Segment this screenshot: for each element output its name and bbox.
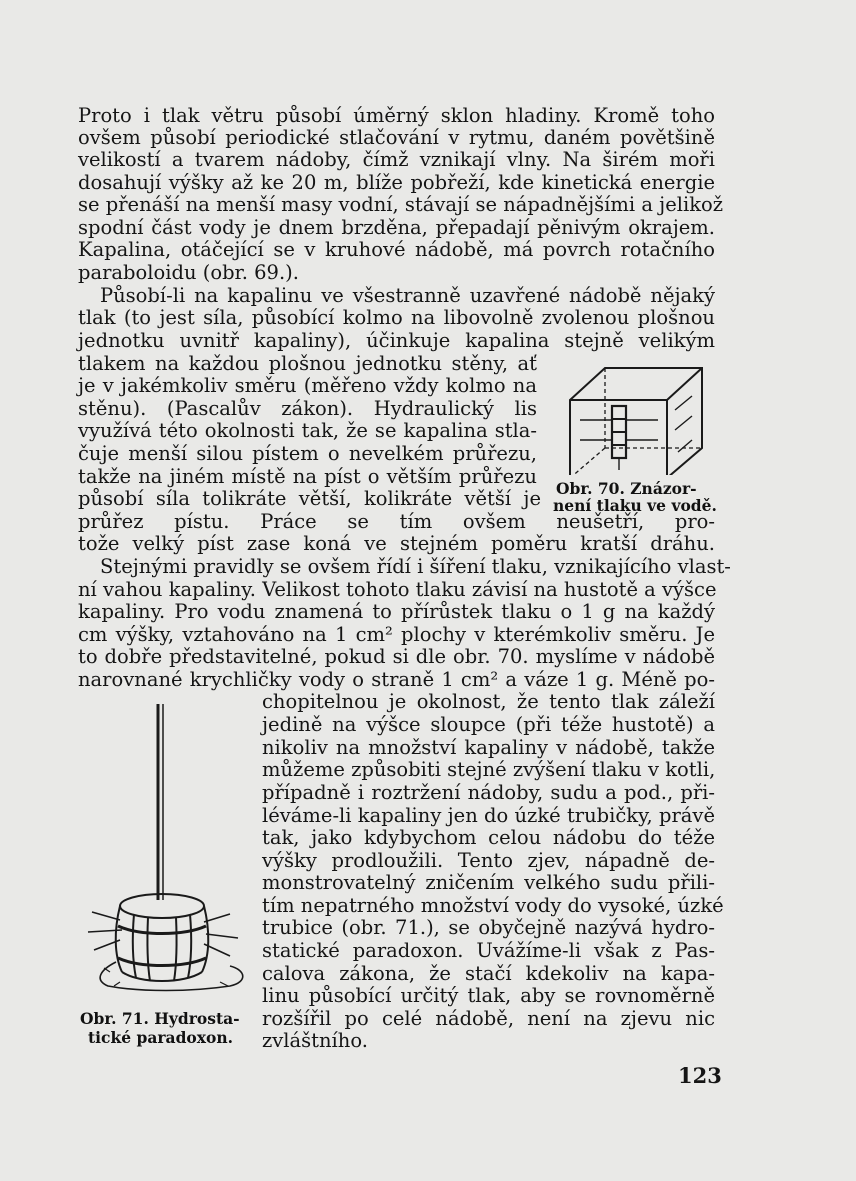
text-line: nikoliv na množství kapaliny v nádobě, takže — [262, 736, 715, 759]
text-line: ovšem působí periodické stlačování v rytmu, daném povětšině — [78, 126, 715, 149]
figure-71-illustration — [80, 700, 255, 1000]
text-line: kapaliny. Pro vodu znamená to přírůstek tlaku o 1 g na každý — [78, 600, 715, 623]
text-line: tak, jako kdybychom celou nádobu do téže — [262, 826, 715, 849]
text-line: velikostí a tvarem nádoby, čímž vznikají vlny. Na širém moři — [78, 148, 715, 171]
figure-71-caption-line1: Obr. 71. Hydrosta- — [80, 1009, 240, 1028]
text-line: trubice (obr. 71.), se obyčejně nazývá hydro- — [262, 916, 715, 939]
text-line: rozšířil po celé nádobě, není na zjevu nic — [262, 1007, 715, 1030]
text-line: Působí-li na kapalinu ve všestranně uzavřené nádobě nějaký — [100, 284, 715, 307]
text-line: narovnané krychličky vody o straně 1 cm² a váze 1 g. Méně po- — [78, 668, 715, 691]
text-line: Stejnými pravidly se ovšem řídí i šíření tlaku, vznikajícího vlast- — [100, 555, 731, 578]
text-line: linu působící určitý tlak, aby se rovnoměrně — [262, 984, 715, 1007]
text-line: Proto i tlak větru působí úměrný sklon hladiny. Kromě toho — [78, 104, 715, 127]
text-line: ní vahou kapaliny. Velikost tohoto tlaku závisí na hustotě a výšce — [78, 578, 717, 601]
text-line: takže na jiném místě na píst o větším průřezu — [78, 465, 537, 488]
text-line: chopitelnou je okolnost, že tento tlak záleží — [262, 690, 715, 713]
text-line: stěnu). (Pascalův zákon). Hydraulický lis — [78, 397, 537, 420]
page-number: 123 — [678, 1063, 722, 1088]
text-line: statické paradoxon. Uvážíme-li však z Pas- — [262, 939, 715, 962]
text-line: využívá této okolnosti tak, že se kapalina stla- — [78, 419, 537, 442]
text-line: výšky prodloužili. Tento zjev, nápadně de- — [262, 849, 715, 872]
text-line: je v jakémkoliv směru (měřeno vždy kolmo na — [78, 374, 537, 397]
text-line: případně i roztržení nádoby, sudu a pod., při- — [262, 781, 715, 804]
text-line: Kapalina, otáčející se v kruhové nádobě, má povrch rotačního — [78, 238, 715, 261]
text-line: tím nepatrného množství vody do vysoké, úzké — [262, 894, 724, 917]
text-line: paraboloidu (obr. 69.). — [78, 261, 299, 284]
text-line: působí síla tolikráte větší, kolikráte větší je — [78, 487, 541, 510]
text-line: se přenáší na menší masy vodní, stávají se nápadnějšími a jelikož — [78, 193, 724, 216]
text-line: jedině na výšce sloupce (při téže hustotě) a — [262, 713, 715, 736]
text-line: zvláštního. — [262, 1029, 368, 1052]
text-line: cm výšky, vztahováno na 1 cm² plochy v kterémkoliv směru. Je — [78, 623, 715, 646]
figure-70-caption-line1: Obr. 70. Znázor- — [556, 479, 697, 498]
text-line: tlakem na každou plošnou jednotku stěny, ať — [78, 352, 537, 375]
figure-71-caption-line2: tické paradoxon. — [88, 1028, 233, 1047]
text-line: tože velký píst zase koná ve stejném poměru kratší dráhu. — [78, 532, 715, 555]
text-line: léváme-li kapaliny jen do úzké trubičky, právě — [262, 804, 715, 827]
text-line: calova zákona, že stačí kdekoliv na kapa- — [262, 962, 715, 985]
text-line: tlak (to jest síla, působící kolmo na libovolně zvolenou plošnou — [78, 306, 715, 329]
figure-70-illustration — [560, 360, 710, 475]
text-line: průřez pístu. Práce se tím ovšem neušetří, pro- — [78, 510, 715, 533]
text-line: jednotku uvnitř kapaliny), účinkuje kapalina stejně velikým — [78, 329, 715, 352]
text-line: spodní část vody je dnem brzděna, přepadají pěnivým okrajem. — [78, 216, 715, 239]
text-line: to dobře představitelné, pokud si dle obr. 70. myslíme v nádobě — [78, 645, 715, 668]
text-line: dosahují výšky až ke 20 m, blíže pobřeží, kde kinetická energie — [78, 171, 715, 194]
text-line: můžeme způsobiti stejné zvýšení tlaku v kotli, — [262, 758, 716, 781]
text-line: čuje menší silou pístem o nevelkém průřezu, — [78, 442, 537, 465]
figure-70-caption-line2: není tlaku ve vodě. — [553, 496, 717, 515]
text-line: monstrovatelný zničením velkého sudu přili- — [262, 871, 715, 894]
